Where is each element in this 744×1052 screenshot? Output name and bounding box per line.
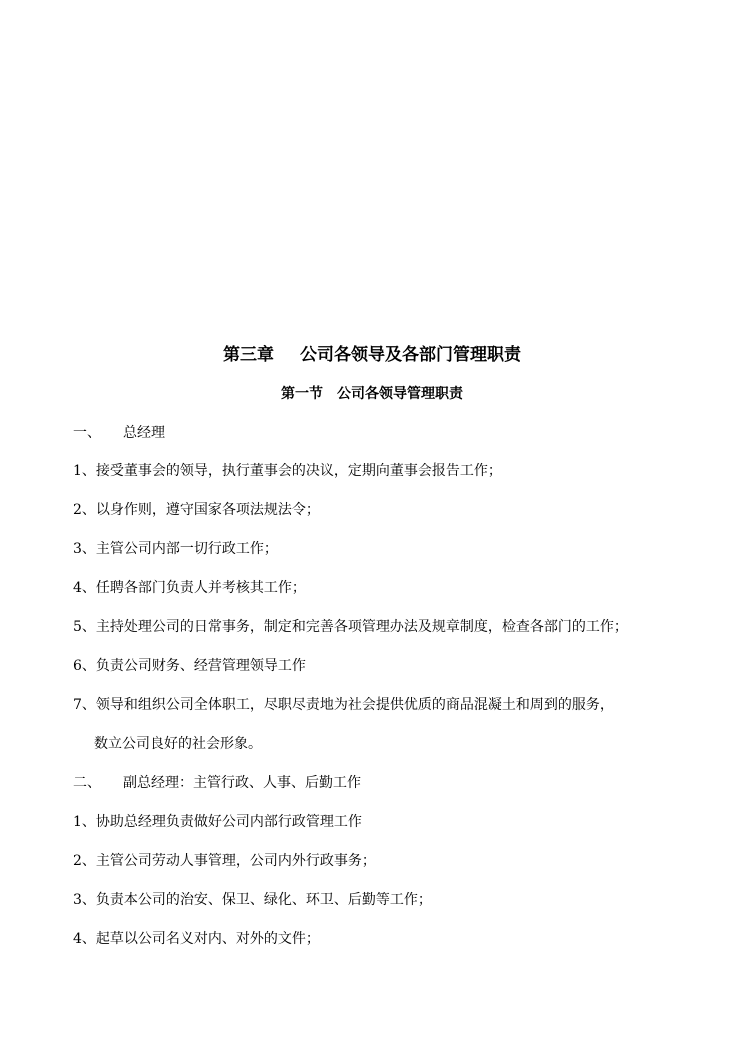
list-item: 6、负责公司财务、经营管理领导工作 xyxy=(73,658,306,674)
chapter-name: 公司各领导及各部门管理职责 xyxy=(300,345,521,365)
list-item: 2、主管公司劳动人事管理，公司内外行政事务； xyxy=(73,853,376,869)
list-item: 4、起草以公司名义对内、对外的文件； xyxy=(73,931,320,947)
part-title: 总经理 xyxy=(123,425,165,441)
chapter-number: 第三章 xyxy=(223,345,274,365)
chapter-title xyxy=(0,340,744,365)
section-title xyxy=(0,383,744,403)
part-marker: 二、 xyxy=(73,775,101,791)
list-item: 7、领导和组织公司全体职工，尽职尽责地为社会提供优质的商品混凝土和周到的服务， xyxy=(73,697,614,713)
list-item: 4、任聘各部门负责人并考核其工作； xyxy=(73,580,306,596)
list-item: 2、以身作则，遵守国家各项法规法令； xyxy=(73,502,320,518)
list-item: 3、主管公司内部一切行政工作； xyxy=(73,541,278,557)
part-heading-deputy-manager xyxy=(73,773,361,793)
part-title: 副总经理：主管行政、人事、后勤工作 xyxy=(123,775,361,791)
part-marker: 一、 xyxy=(73,425,101,441)
section-number: 第一节 xyxy=(281,386,323,402)
list-item: 5、主持处理公司的日常事务，制定和完善各项管理办法及规章制度，检查各部门的工作； xyxy=(73,619,628,635)
list-item: 1、接受董事会的领导，执行董事会的决议，定期向董事会报告工作； xyxy=(73,463,502,479)
list-item: 3、负责本公司的治安、保卫、绿化、环卫、后勤等工作； xyxy=(73,892,432,908)
section-name: 公司各领导管理职责 xyxy=(337,386,463,402)
part-heading-general-manager xyxy=(73,423,165,443)
list-item: 1、协助总经理负责做好公司内部行政管理工作 xyxy=(73,814,362,830)
list-item-continuation: 数立公司良好的社会形象。 xyxy=(94,736,262,752)
